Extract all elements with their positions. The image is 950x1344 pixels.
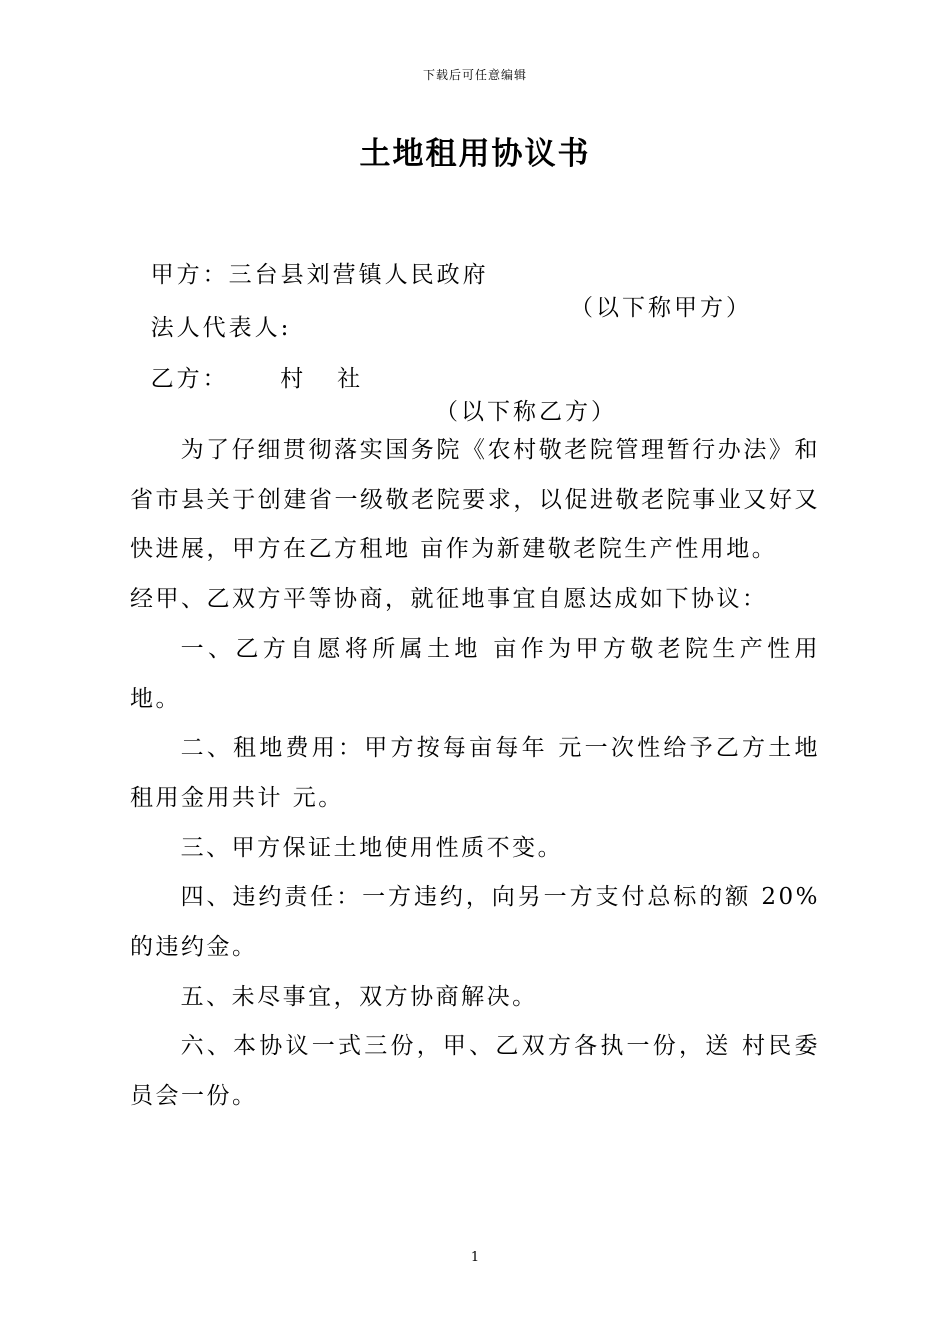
party-a-label: 甲方：三台县刘营镇人民政府 (150, 262, 489, 288)
negotiation-paragraph: 经甲、乙双方平等协商，就征地事宜自愿达成如下协议： (130, 586, 768, 613)
clause-2: 二、租地费用：甲方按每亩每年 元一次性给予乙方土地租用金用共计 元。 (130, 735, 820, 811)
clause-6: 六、本协议一式三份，甲、乙双方各执一份，送 村民委员会一份。 (130, 1033, 820, 1110)
party-b-line (130, 334, 617, 425)
clause-5: 五、未尽事宜，双方协商解决。 (180, 983, 538, 1010)
agreement-body (130, 426, 820, 1122)
party-a-note: （以下称甲方） (570, 295, 752, 321)
party-b-note: （以下称乙方） (435, 399, 617, 425)
legal-representative-label: 法人代表人: (150, 315, 292, 341)
clause-4: 四、违约责任：一方违约，向另一方支付总标的额 20%的违约金。 (130, 884, 820, 961)
clause-1: 一、乙方自愿将所属土地 亩作为甲方敬老院生产性用地。 (130, 635, 820, 712)
document-title: 土地租用协议书 (359, 136, 591, 172)
intro-paragraph: 为了仔细贯彻落实国务院《农村敬老院管理暂行办法》和省市县关于创建省一级敬老院要求，以促进敬老院事业又好又快进展，甲方在乙方租地 亩作为新建敬老院生产性用地。 (130, 437, 820, 563)
party-b-label: 乙方： 村 社 (150, 366, 364, 392)
clause-3: 三、甲方保证土地使用性质不变。 (180, 834, 564, 861)
page-number: 1 (470, 1250, 480, 1265)
page-header-note: 下载后可任意编辑 (422, 68, 527, 82)
